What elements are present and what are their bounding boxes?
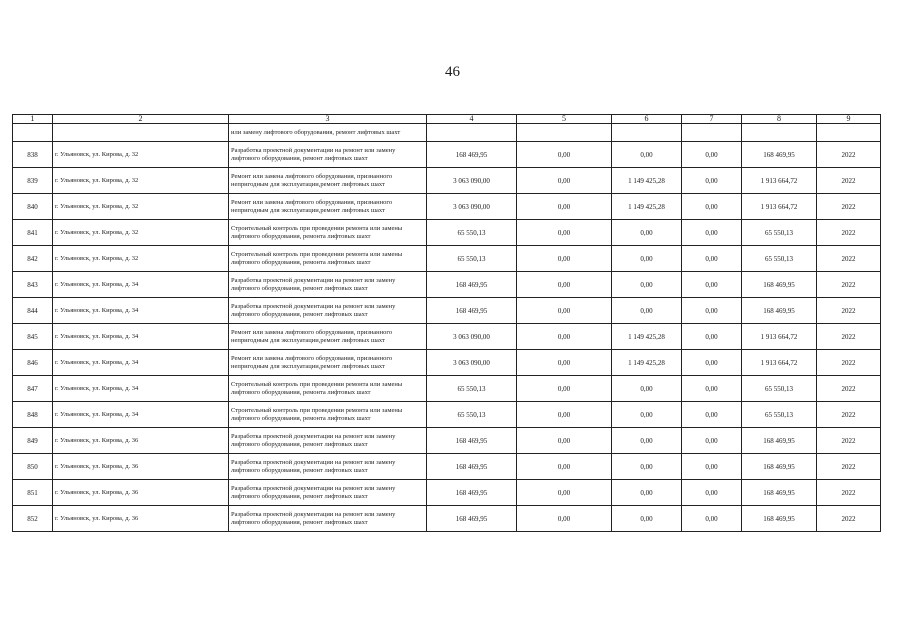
cell-col7: 0,00 xyxy=(682,272,742,298)
cell-col8: 168 469,95 xyxy=(742,142,817,168)
cell-address: г. Ульяновск, ул. Кирова, д. 34 xyxy=(53,402,229,428)
cell-col4: 168 469,95 xyxy=(427,454,517,480)
cell-work-type: Ремонт или замена лифтового оборудования, признанного непригодным для эксплуатации,ремонт лифтовых шахт xyxy=(229,350,427,376)
column-header: 4 xyxy=(427,115,517,124)
cell-col5: 0,00 xyxy=(517,506,612,532)
cell-col7: 0,00 xyxy=(682,324,742,350)
cell-col7: 0,00 xyxy=(682,428,742,454)
cell-number: 849 xyxy=(13,428,53,454)
cell-col4: 65 550,13 xyxy=(427,220,517,246)
cell-address: г. Ульяновск, ул. Кирова, д. 32 xyxy=(53,142,229,168)
cell-col6: 0,00 xyxy=(612,402,682,428)
table-row xyxy=(13,454,881,480)
cell-number: 842 xyxy=(13,246,53,272)
table-row xyxy=(13,350,881,376)
cell-col6: 0,00 xyxy=(612,428,682,454)
column-header: 9 xyxy=(817,115,881,124)
cell-col8: 1 913 664,72 xyxy=(742,350,817,376)
cell-col9: 2022 xyxy=(817,168,881,194)
cell-col8: 65 550,13 xyxy=(742,220,817,246)
cell-col9: 2022 xyxy=(817,454,881,480)
cell-col5: 0,00 xyxy=(517,480,612,506)
cell-col5: 0,00 xyxy=(517,220,612,246)
cell-col9: 2022 xyxy=(817,246,881,272)
cell-col4: 168 469,95 xyxy=(427,272,517,298)
cell-col7: 0,00 xyxy=(682,402,742,428)
table-row xyxy=(13,220,881,246)
cell-col4: 168 469,95 xyxy=(427,142,517,168)
cell-col8: 1 913 664,72 xyxy=(742,194,817,220)
cell-col6: 0,00 xyxy=(612,480,682,506)
column-header: 8 xyxy=(742,115,817,124)
header-row xyxy=(13,115,881,124)
cell-number: 840 xyxy=(13,194,53,220)
table-row xyxy=(13,428,881,454)
cell-address: г. Ульяновск, ул. Кирова, д. 34 xyxy=(53,324,229,350)
cell-col9: 2022 xyxy=(817,506,881,532)
cell-number: 841 xyxy=(13,220,53,246)
cell-col6: 0,00 xyxy=(612,454,682,480)
cell-col5: 0,00 xyxy=(517,454,612,480)
cell-address: г. Ульяновск, ул. Кирова, д. 36 xyxy=(53,454,229,480)
table-row xyxy=(13,402,881,428)
cell-col7: 0,00 xyxy=(682,350,742,376)
column-header: 7 xyxy=(682,115,742,124)
cell-number: 839 xyxy=(13,168,53,194)
page-number: 46 xyxy=(445,64,460,80)
cell-number: 852 xyxy=(13,506,53,532)
cell-col9: 2022 xyxy=(817,350,881,376)
cell-address: г. Ульяновск, ул. Кирова, д. 36 xyxy=(53,506,229,532)
cell-address: г. Ульяновск, ул. Кирова, д. 34 xyxy=(53,376,229,402)
cell-col7: 0,00 xyxy=(682,142,742,168)
cell-address: г. Ульяновск, ул. Кирова, д. 36 xyxy=(53,480,229,506)
cell-number: 851 xyxy=(13,480,53,506)
cell-col6: 1 149 425,28 xyxy=(612,194,682,220)
cell-col6: 1 149 425,28 xyxy=(612,350,682,376)
cell-col5: 0,00 xyxy=(517,194,612,220)
cell-work-type: Строительный контроль при проведении ремонта или замены лифтового оборудования, ремонта лифтовых шахт xyxy=(229,246,427,272)
cell-work-type: Разработка проектной документации на ремонт или замену лифтового оборудования, ремонт лифтовых шахт xyxy=(229,142,427,168)
cell-work-type: Разработка проектной документации на ремонт или замену лифтового оборудования, ремонт лифтовых шахт xyxy=(229,428,427,454)
table-row xyxy=(13,168,881,194)
cell-number xyxy=(13,124,53,142)
cell-col9: 2022 xyxy=(817,480,881,506)
cell-col7: 0,00 xyxy=(682,506,742,532)
table-row xyxy=(13,480,881,506)
cell-col6 xyxy=(612,124,682,142)
cell-work-type: Разработка проектной документации на ремонт или замену лифтового оборудования, ремонт лифтовых шахт xyxy=(229,480,427,506)
cell-work-type: Строительный контроль при проведении ремонта или замены лифтового оборудования, ремонта лифтовых шахт xyxy=(229,402,427,428)
cell-work-type: Разработка проектной документации на ремонт или замену лифтового оборудования, ремонт лифтовых шахт xyxy=(229,298,427,324)
cell-col5: 0,00 xyxy=(517,350,612,376)
cell-col8: 65 550,13 xyxy=(742,376,817,402)
cell-col7: 0,00 xyxy=(682,194,742,220)
cell-address: г. Ульяновск, ул. Кирова, д. 32 xyxy=(53,246,229,272)
cell-col7: 0,00 xyxy=(682,376,742,402)
cell-col8: 168 469,95 xyxy=(742,298,817,324)
cell-col4: 3 063 090,00 xyxy=(427,350,517,376)
cell-col4: 65 550,13 xyxy=(427,402,517,428)
cell-col6: 1 149 425,28 xyxy=(612,324,682,350)
cell-col5: 0,00 xyxy=(517,376,612,402)
cell-number: 850 xyxy=(13,454,53,480)
cell-col8: 1 913 664,72 xyxy=(742,168,817,194)
cell-col6: 0,00 xyxy=(612,246,682,272)
cell-col4: 65 550,13 xyxy=(427,376,517,402)
cell-col4: 168 469,95 xyxy=(427,480,517,506)
cell-col9: 2022 xyxy=(817,142,881,168)
table-row xyxy=(13,142,881,168)
cell-work-type: Разработка проектной документации на ремонт или замену лифтового оборудования, ремонт лифтовых шахт xyxy=(229,454,427,480)
table-row xyxy=(13,194,881,220)
table-row xyxy=(13,376,881,402)
table-row xyxy=(13,506,881,532)
cell-col5: 0,00 xyxy=(517,142,612,168)
cell-col8: 168 469,95 xyxy=(742,506,817,532)
cell-work-type: или замену лифтового оборудования, ремонт лифтовых шахт xyxy=(229,124,427,142)
table-row xyxy=(13,272,881,298)
cell-col5: 0,00 xyxy=(517,246,612,272)
cell-work-type: Строительный контроль при проведении ремонта или замены лифтового оборудования, ремонта лифтовых шахт xyxy=(229,220,427,246)
cell-col8: 1 913 664,72 xyxy=(742,324,817,350)
cell-work-type: Ремонт или замена лифтового оборудования, признанного непригодным для эксплуатации,ремонт лифтовых шахт xyxy=(229,194,427,220)
column-header: 6 xyxy=(612,115,682,124)
cell-col9: 2022 xyxy=(817,376,881,402)
cell-col9 xyxy=(817,124,881,142)
cell-col4: 168 469,95 xyxy=(427,428,517,454)
table-row xyxy=(13,298,881,324)
cell-col6: 0,00 xyxy=(612,298,682,324)
cell-col6: 1 149 425,28 xyxy=(612,168,682,194)
column-header: 5 xyxy=(517,115,612,124)
cell-address: г. Ульяновск, ул. Кирова, д. 32 xyxy=(53,220,229,246)
cell-col5: 0,00 xyxy=(517,428,612,454)
cell-col9: 2022 xyxy=(817,402,881,428)
cell-address xyxy=(53,124,229,142)
cell-col5: 0,00 xyxy=(517,272,612,298)
cell-work-type: Разработка проектной документации на ремонт или замену лифтового оборудования, ремонт лифтовых шахт xyxy=(229,506,427,532)
cell-work-type: Строительный контроль при проведении ремонта или замены лифтового оборудования, ремонта лифтовых шахт xyxy=(229,376,427,402)
cell-col8: 65 550,13 xyxy=(742,246,817,272)
cell-address: г. Ульяновск, ул. Кирова, д. 34 xyxy=(53,350,229,376)
cell-col4: 3 063 090,00 xyxy=(427,324,517,350)
cell-address: г. Ульяновск, ул. Кирова, д. 34 xyxy=(53,298,229,324)
cell-col4: 3 063 090,00 xyxy=(427,168,517,194)
cell-address: г. Ульяновск, ул. Кирова, д. 36 xyxy=(53,428,229,454)
cell-address: г. Ульяновск, ул. Кирова, д. 32 xyxy=(53,168,229,194)
cell-work-type: Ремонт или замена лифтового оборудования, признанного непригодным для эксплуатации,ремонт лифтовых шахт xyxy=(229,168,427,194)
cell-col7: 0,00 xyxy=(682,220,742,246)
cell-col5: 0,00 xyxy=(517,298,612,324)
cell-col9: 2022 xyxy=(817,324,881,350)
cell-col4: 65 550,13 xyxy=(427,246,517,272)
cell-col8: 168 469,95 xyxy=(742,480,817,506)
cell-col7: 0,00 xyxy=(682,480,742,506)
cell-number: 845 xyxy=(13,324,53,350)
cell-col6: 0,00 xyxy=(612,506,682,532)
cell-col9: 2022 xyxy=(817,220,881,246)
cell-col4: 168 469,95 xyxy=(427,506,517,532)
cell-col8: 168 469,95 xyxy=(742,428,817,454)
cell-col4: 168 469,95 xyxy=(427,298,517,324)
cell-work-type: Ремонт или замена лифтового оборудования, признанного непригодным для эксплуатации,ремонт лифтовых шахт xyxy=(229,324,427,350)
cell-number: 848 xyxy=(13,402,53,428)
cell-col6: 0,00 xyxy=(612,376,682,402)
cell-number: 847 xyxy=(13,376,53,402)
cell-col9: 2022 xyxy=(817,194,881,220)
column-header: 1 xyxy=(13,115,53,124)
cell-number: 843 xyxy=(13,272,53,298)
cell-col7: 0,00 xyxy=(682,298,742,324)
cell-col5 xyxy=(517,124,612,142)
cell-col7 xyxy=(682,124,742,142)
cell-col6: 0,00 xyxy=(612,142,682,168)
cell-col9: 2022 xyxy=(817,428,881,454)
cell-address: г. Ульяновск, ул. Кирова, д. 32 xyxy=(53,194,229,220)
cell-address: г. Ульяновск, ул. Кирова, д. 34 xyxy=(53,272,229,298)
cell-col5: 0,00 xyxy=(517,324,612,350)
table-row xyxy=(13,324,881,350)
column-header: 2 xyxy=(53,115,229,124)
cell-col9: 2022 xyxy=(817,298,881,324)
column-header: 3 xyxy=(229,115,427,124)
cell-col8 xyxy=(742,124,817,142)
cell-col6: 0,00 xyxy=(612,220,682,246)
cell-col4 xyxy=(427,124,517,142)
cell-col9: 2022 xyxy=(817,272,881,298)
cell-col7: 0,00 xyxy=(682,168,742,194)
cell-col8: 168 469,95 xyxy=(742,272,817,298)
cell-col7: 0,00 xyxy=(682,246,742,272)
cell-col7: 0,00 xyxy=(682,454,742,480)
table-row xyxy=(13,246,881,272)
continuation-row xyxy=(13,124,881,142)
cell-work-type: Разработка проектной документации на ремонт или замену лифтового оборудования, ремонт лифтовых шахт xyxy=(229,272,427,298)
cell-col8: 65 550,13 xyxy=(742,402,817,428)
cell-col4: 3 063 090,00 xyxy=(427,194,517,220)
cell-number: 846 xyxy=(13,350,53,376)
cell-number: 844 xyxy=(13,298,53,324)
cell-number: 838 xyxy=(13,142,53,168)
cell-col8: 168 469,95 xyxy=(742,454,817,480)
cell-col6: 0,00 xyxy=(612,272,682,298)
cell-col5: 0,00 xyxy=(517,402,612,428)
cell-col5: 0,00 xyxy=(517,168,612,194)
repair-program-table xyxy=(12,114,881,532)
